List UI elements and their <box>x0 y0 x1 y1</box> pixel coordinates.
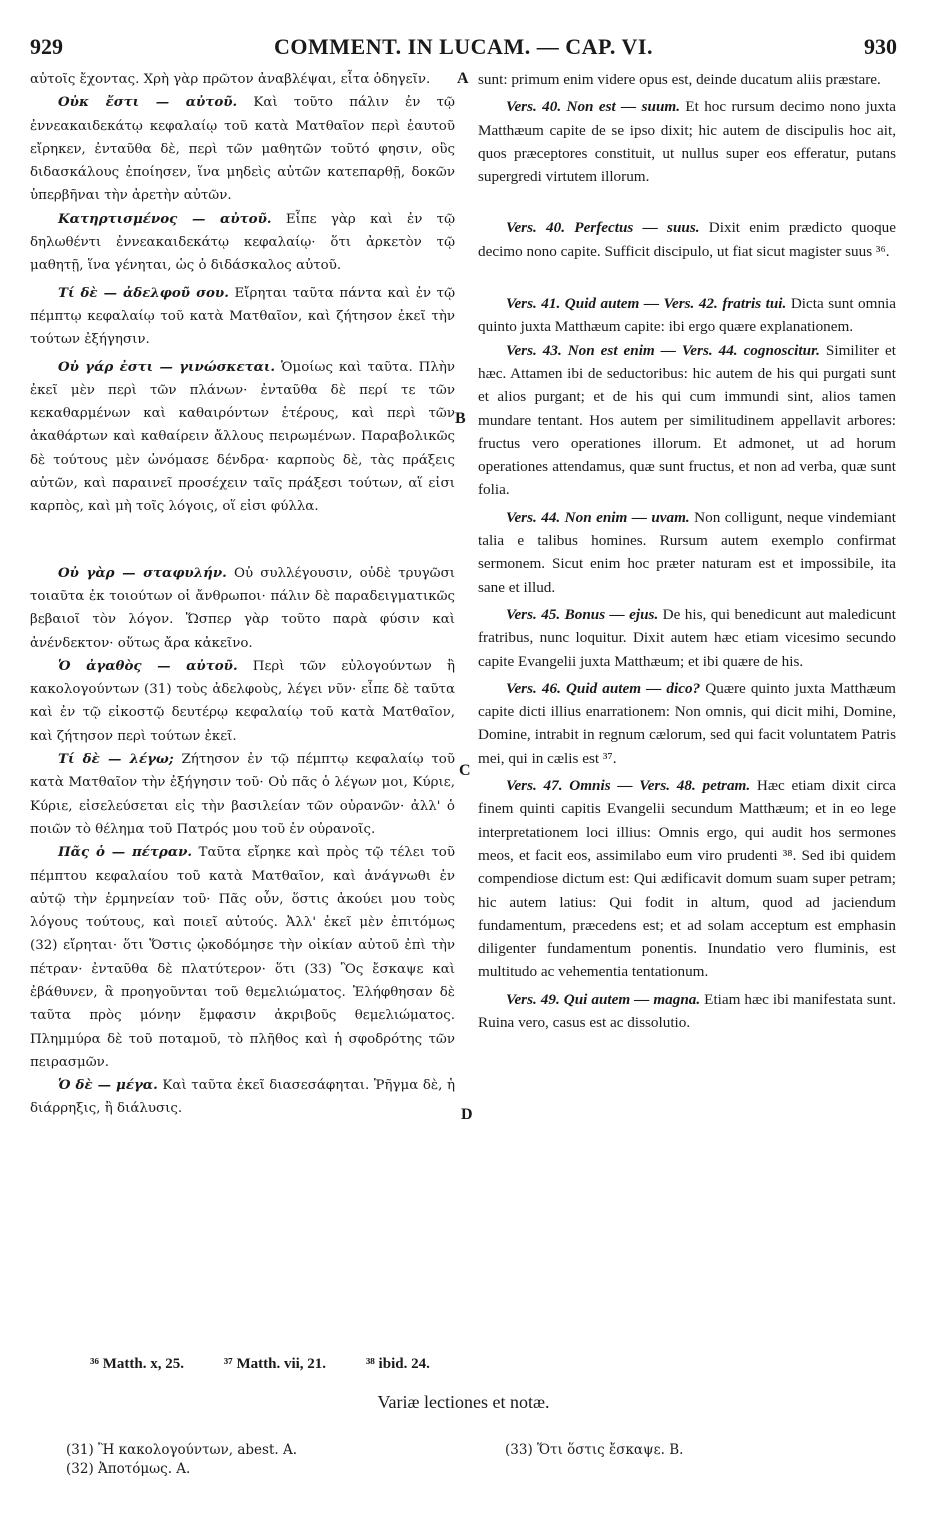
footnote: ³⁶ Matth. x, 25. <box>90 1356 184 1372</box>
latin-lemma: Vers. 46. Quid autem — dico? <box>506 679 701 697</box>
latin-lemma: Vers. 43. Non est enim — Vers. 44. cognoscitur. <box>506 341 820 359</box>
greek-paragraph <box>30 1074 455 1121</box>
footnote: ³⁷ Matth. vii, 21. <box>223 1356 327 1372</box>
variant-note: (31) Ἢ κακολογούντων, abest. A. <box>66 1442 297 1458</box>
variae-right <box>505 1441 683 1460</box>
latin-paragraph <box>478 677 896 770</box>
latin-lemma: Vers. 40. Perfectus — suus. <box>506 219 700 237</box>
greek-lemma: Πᾶς ὁ — πέτραν. <box>58 844 193 861</box>
greek-text: Εἴρηται ταῦτα πάντα καὶ ἐν τῷ πέμπτῳ κεφαλαίῳ τοῦ κατὰ Ματθαῖον, καὶ ζήτησον ἐκεῖ τὴν τούτων ἐξήγησιν. <box>30 285 456 348</box>
greek-lemma: Οὐκ ἔστι — αὐτοῦ. <box>58 94 238 111</box>
latin-paragraph <box>478 68 896 91</box>
greek-lemma: Ὁ δὲ — μέγα. <box>58 1077 158 1094</box>
latin-paragraph <box>478 988 896 1035</box>
greek-lemma: Τί δὲ — λέγω; <box>58 751 174 768</box>
greek-paragraph <box>30 91 455 207</box>
greek-column <box>30 68 455 1121</box>
latin-text: Dicta sunt omnia quinto juxta Matthæum capite: ibi ergo quære explanationem. <box>478 295 897 336</box>
variae-title: Variæ lectiones et notæ. <box>377 1392 550 1412</box>
greek-paragraph <box>30 655 455 748</box>
margin-marker-b: B <box>455 410 466 427</box>
latin-text: Non colligunt, neque vindemiant talia e talibus homines. Rursum autem exemplo confirmat sermonem. Sicut enim hoc præter naturam est et impossibile, ita sane et illud. <box>478 508 896 596</box>
latin-text: De his, qui benedicunt aut maledicunt fratribus, nunc loquitur. Dixit autem hæc etiam vicesimo secundo capite Evangelii juxta Matthæum; et ibi quære de his. <box>478 605 896 670</box>
latin-lemma: Vers. 44. Non enim — uvam. <box>506 508 690 526</box>
latin-text: sunt: primum enim videre opus est, deinde ducatum aliis præstare. <box>478 71 881 88</box>
latin-lemma: Vers. 49. Qui autem — magna. <box>506 990 701 1008</box>
greek-paragraph <box>30 748 455 841</box>
latin-paragraph <box>478 292 896 339</box>
latin-lemma: Vers. 40. Non est — suum. <box>506 98 681 116</box>
greek-text: Ὁμοίως καὶ ταῦτα. Πλὴν ἐκεῖ μὲν περὶ τῶν πλάνων· ἐνταῦθα δὲ περί τε τῶν κεκαθαρμένων καὶ καθαιρόντων ἑτέρους, καὶ περὶ τῶν ἀκαθάρτων καὶ καθαίρειν ἄλλους πειρωμένων. Παραβολικῶς δὲ τούτους μὲν ὠνόμασε δένδρα· καρποὺς δὲ, τὰς πράξεις αὐτῶν, καὶ παραινεῖ προσέχειν ταῖς πράξεσι τούτων, αἵ εἰσι καρπὸς, καὶ μὴ τοῖς λόγοις, οἵ εἰσι φύλλα. <box>30 359 455 515</box>
greek-text: Εἶπε γὰρ καὶ ἐν τῷ δηλωθέντι ἐννεακαιδεκάτῳ κεφαλαίῳ· ὅτι ἀρκετὸν τῷ μαθητῇ, ἵνα γένηται, ὡς ὁ διδάσκαλος αὐτοῦ. <box>30 211 455 274</box>
greek-text: Περὶ τῶν εὐλογούντων ἢ κακολογούντων (31) τοὺς ἀδελφοὺς, λέγει νῦν· εἶπε δὲ ταῦτα καὶ ἐν τῷ εἰκοστῷ δευτέρῳ κεφαλαίῳ τοῦ κατὰ Ματθαῖον, καὶ ζήτησον περὶ τούτων ἐκεῖ. <box>30 658 455 744</box>
latin-paragraph <box>478 339 896 502</box>
greek-text: αὐτοῖς ἔχοντας. Χρὴ γὰρ πρῶτον ἀναβλέψαι, εἶτα ὁδηγεῖν. <box>30 72 431 87</box>
greek-text: Ζήτησον ἐν τῷ πέμπτῳ κεφαλαίῳ τοῦ κατὰ Ματθαῖον τὴν ἐξήγησιν τοῦ· Οὐ πᾶς ὁ λέγων μοι, Κύριε, Κύριε, εἰσελεύσεται εἰς τὴν βασιλείαν τῶν οὐρανῶν· ἀλλ' ὁ ποιῶν τὸ θέλημα τοῦ Πατρός μου τοῦ ἐν οὐρανοῖς. <box>30 752 455 837</box>
variae-left <box>66 1441 297 1479</box>
latin-text: Hæc etiam dixit circa finem quinti capitis Evangelii secundum Matthæum; et in eo lege interpretationem loci illius: Omnis ergo, qui audit hos sermones meos, et facit eos, assimilabo eum viro prudenti ³⁸. Sed ibi quidem compendiose dictum est: Qui ædificavit domum suam super petram; hic autem latius: Qui fodit in altum, quod ad jaciendum fundamentum, præcedens est; et ad solam acceptum est emphasin diligenter fundamentum ponentis. Inundatio vero fluminis, est multitudo ac vehementia tentationum. <box>478 777 897 981</box>
latin-text: Etiam hæc ibi manifestata sunt. Ruina vero, casus est ac dissolutio. <box>478 990 896 1031</box>
greek-paragraph <box>30 208 455 278</box>
greek-text: Ταῦτα εἴρηκε καὶ πρὸς τῷ τέλει τοῦ πέμπτου κεφαλαίου τοῦ κατὰ Ματθαῖον, καὶ ἀνάγνωθι ἐν αὐτῷ τὴν ἑρμηνείαν τοῦ· Πᾶς οὖν, ὅστις ἀκούει μου τοὺς λόγους τούτους, καὶ ποιεῖ αὐτούς. Ἀλλ' ἐκεῖ μὲν ἐπιτόμως (32) εἴρηται· ὅτι Ὅστις ᾠκοδόμησε τὴν οἰκίαν αὐτοῦ ἐπὶ τὴν πέτραν· ἐνταῦθα δὲ πλατύτερον· ὅτι (33) Ὃς ἔσκαψε καὶ ἐβάθυνεν, ἃ προηγοῦνται τοῦ θεμελιώματος. Ἐλήφθησαν δὲ ταῦτα πρὸς μόνην ἔμφασιν ἀκριβοῦς θεμελιώματος. Πλημμύρα δὲ τοῦ ποταμοῦ, τὸ πλῆθος καὶ ἡ σφοδρότης τῶν πειρασμῶν. <box>30 845 455 1070</box>
latin-lemma: Vers. 47. Omnis — Vers. 48. petram. <box>506 777 751 795</box>
latin-column <box>478 68 896 1034</box>
latin-text: Dixit enim prædicto quoque decimo nono capite. Sufficit discipulo, ut fiat sicut magister suus ³⁶. <box>478 219 897 260</box>
greek-text: Καὶ ταῦτα ἐκεῖ διασεσάφηται. Ῥῆγμα δὲ, ἡ διάρρηξις, ἢ διάλυσις. <box>30 1078 455 1117</box>
latin-text: Et hoc rursum decimo nono juxta Matthæum capite de se ipso dixit; hic autem de discipulis hoc ait, quos præceptores constituit, ut nullus super eos efferatur, putans supergredi virtutem illorum. <box>478 98 896 186</box>
greek-lemma: Οὐ γὰρ — σταφυλήν. <box>58 564 227 581</box>
latin-lemma: Vers. 41. Quid autem — Vers. 42. fratris tui. <box>506 295 787 313</box>
latin-text: Similiter et hæc. Attamen ibi de seductoribus: hic autem de his qui purgati sunt et alios purgant; et de his qui cum immundi sint, alios tamen mundare tentant. Hos autem per similitudinem appellavit arbores: fructus vero operationes illorum. Et admonet, ut ad horum operationes attendamus, quæ sunt fructus, et non ad verba, quæ sunt folia. <box>478 341 896 499</box>
greek-paragraph <box>30 282 455 352</box>
greek-lemma: Οὐ γάρ ἐστι — γινώσκεται. <box>58 358 276 375</box>
greek-lemma: Κατηρτισμένος — αὐτοῦ. <box>58 210 272 227</box>
latin-paragraph <box>478 506 896 599</box>
latin-text: Quære quinto juxta Matthæum capite dicti illius enarrationem: Non omnis, qui dicit mihi, Domine, Domine, intrabit in regnum cælorum, sed qui facit voluntatem Patris mei, qui in cælis est ³⁷. <box>478 679 896 767</box>
greek-lemma: Ὁ ἀγαθὸς — αὐτοῦ. <box>58 657 238 674</box>
greek-paragraph <box>30 68 455 91</box>
page-header <box>30 34 897 64</box>
latin-paragraph <box>478 774 896 984</box>
latin-paragraph <box>478 216 896 263</box>
page-number-right: 930 <box>864 34 897 59</box>
footnotes <box>90 1356 466 1373</box>
page-number-left: 929 <box>30 34 63 59</box>
variant-note: (33) Ὅτι ὅστις ἔσκαψε. B. <box>505 1442 684 1458</box>
margin-marker-c: C <box>459 762 471 779</box>
latin-paragraph <box>478 95 896 188</box>
variant-note: (32) Ἀποτόμως. A. <box>66 1461 191 1477</box>
greek-paragraph <box>30 562 455 655</box>
greek-lemma: Τί δὲ — ἀδελφοῦ σου. <box>58 284 229 301</box>
greek-paragraph <box>30 841 455 1074</box>
latin-paragraph <box>478 603 896 673</box>
greek-text: Οὐ συλλέγουσιν, οὐδὲ τρυγῶσι τοιαῦτα ἐκ τοιούτων οἱ ἄνθρωποι· πάλιν δὲ παραδειγματικῶς βεβαιοῖ τὸν λόγον. Ὥσπερ γὰρ τοῦτο παρὰ φύσιν καὶ ἀνένδεκτον· οὕτως ἄρα κἀκεῖνο. <box>30 565 455 651</box>
greek-text: Καὶ τοῦτο πάλιν ἐν τῷ ἐννεακαιδεκάτῳ κεφαλαίῳ τοῦ κατὰ Ματθαῖον περὶ ἑαυτοῦ εἴρηκεν, ἐνταῦθα δὲ, περὶ τῶν μαθητῶν τοῦτό φησιν, οὓς διδασκάλους ἐποίησεν, ἵνα μηδεὶς αὐτῶν κατεπαρθῇ, δοκῶν ὑπερβῆναι τὴν ἀρετὴν αὐτῶν. <box>30 95 455 204</box>
running-title: COMMENT. IN LUCAM. — CAP. VI. <box>274 34 653 59</box>
margin-marker-d: D <box>461 1106 473 1123</box>
margin-marker-a: A <box>457 70 469 87</box>
greek-paragraph <box>30 356 455 519</box>
latin-lemma: Vers. 45. Bonus — ejus. <box>506 605 659 623</box>
footnote: ³⁸ ibid. 24. <box>365 1356 430 1372</box>
